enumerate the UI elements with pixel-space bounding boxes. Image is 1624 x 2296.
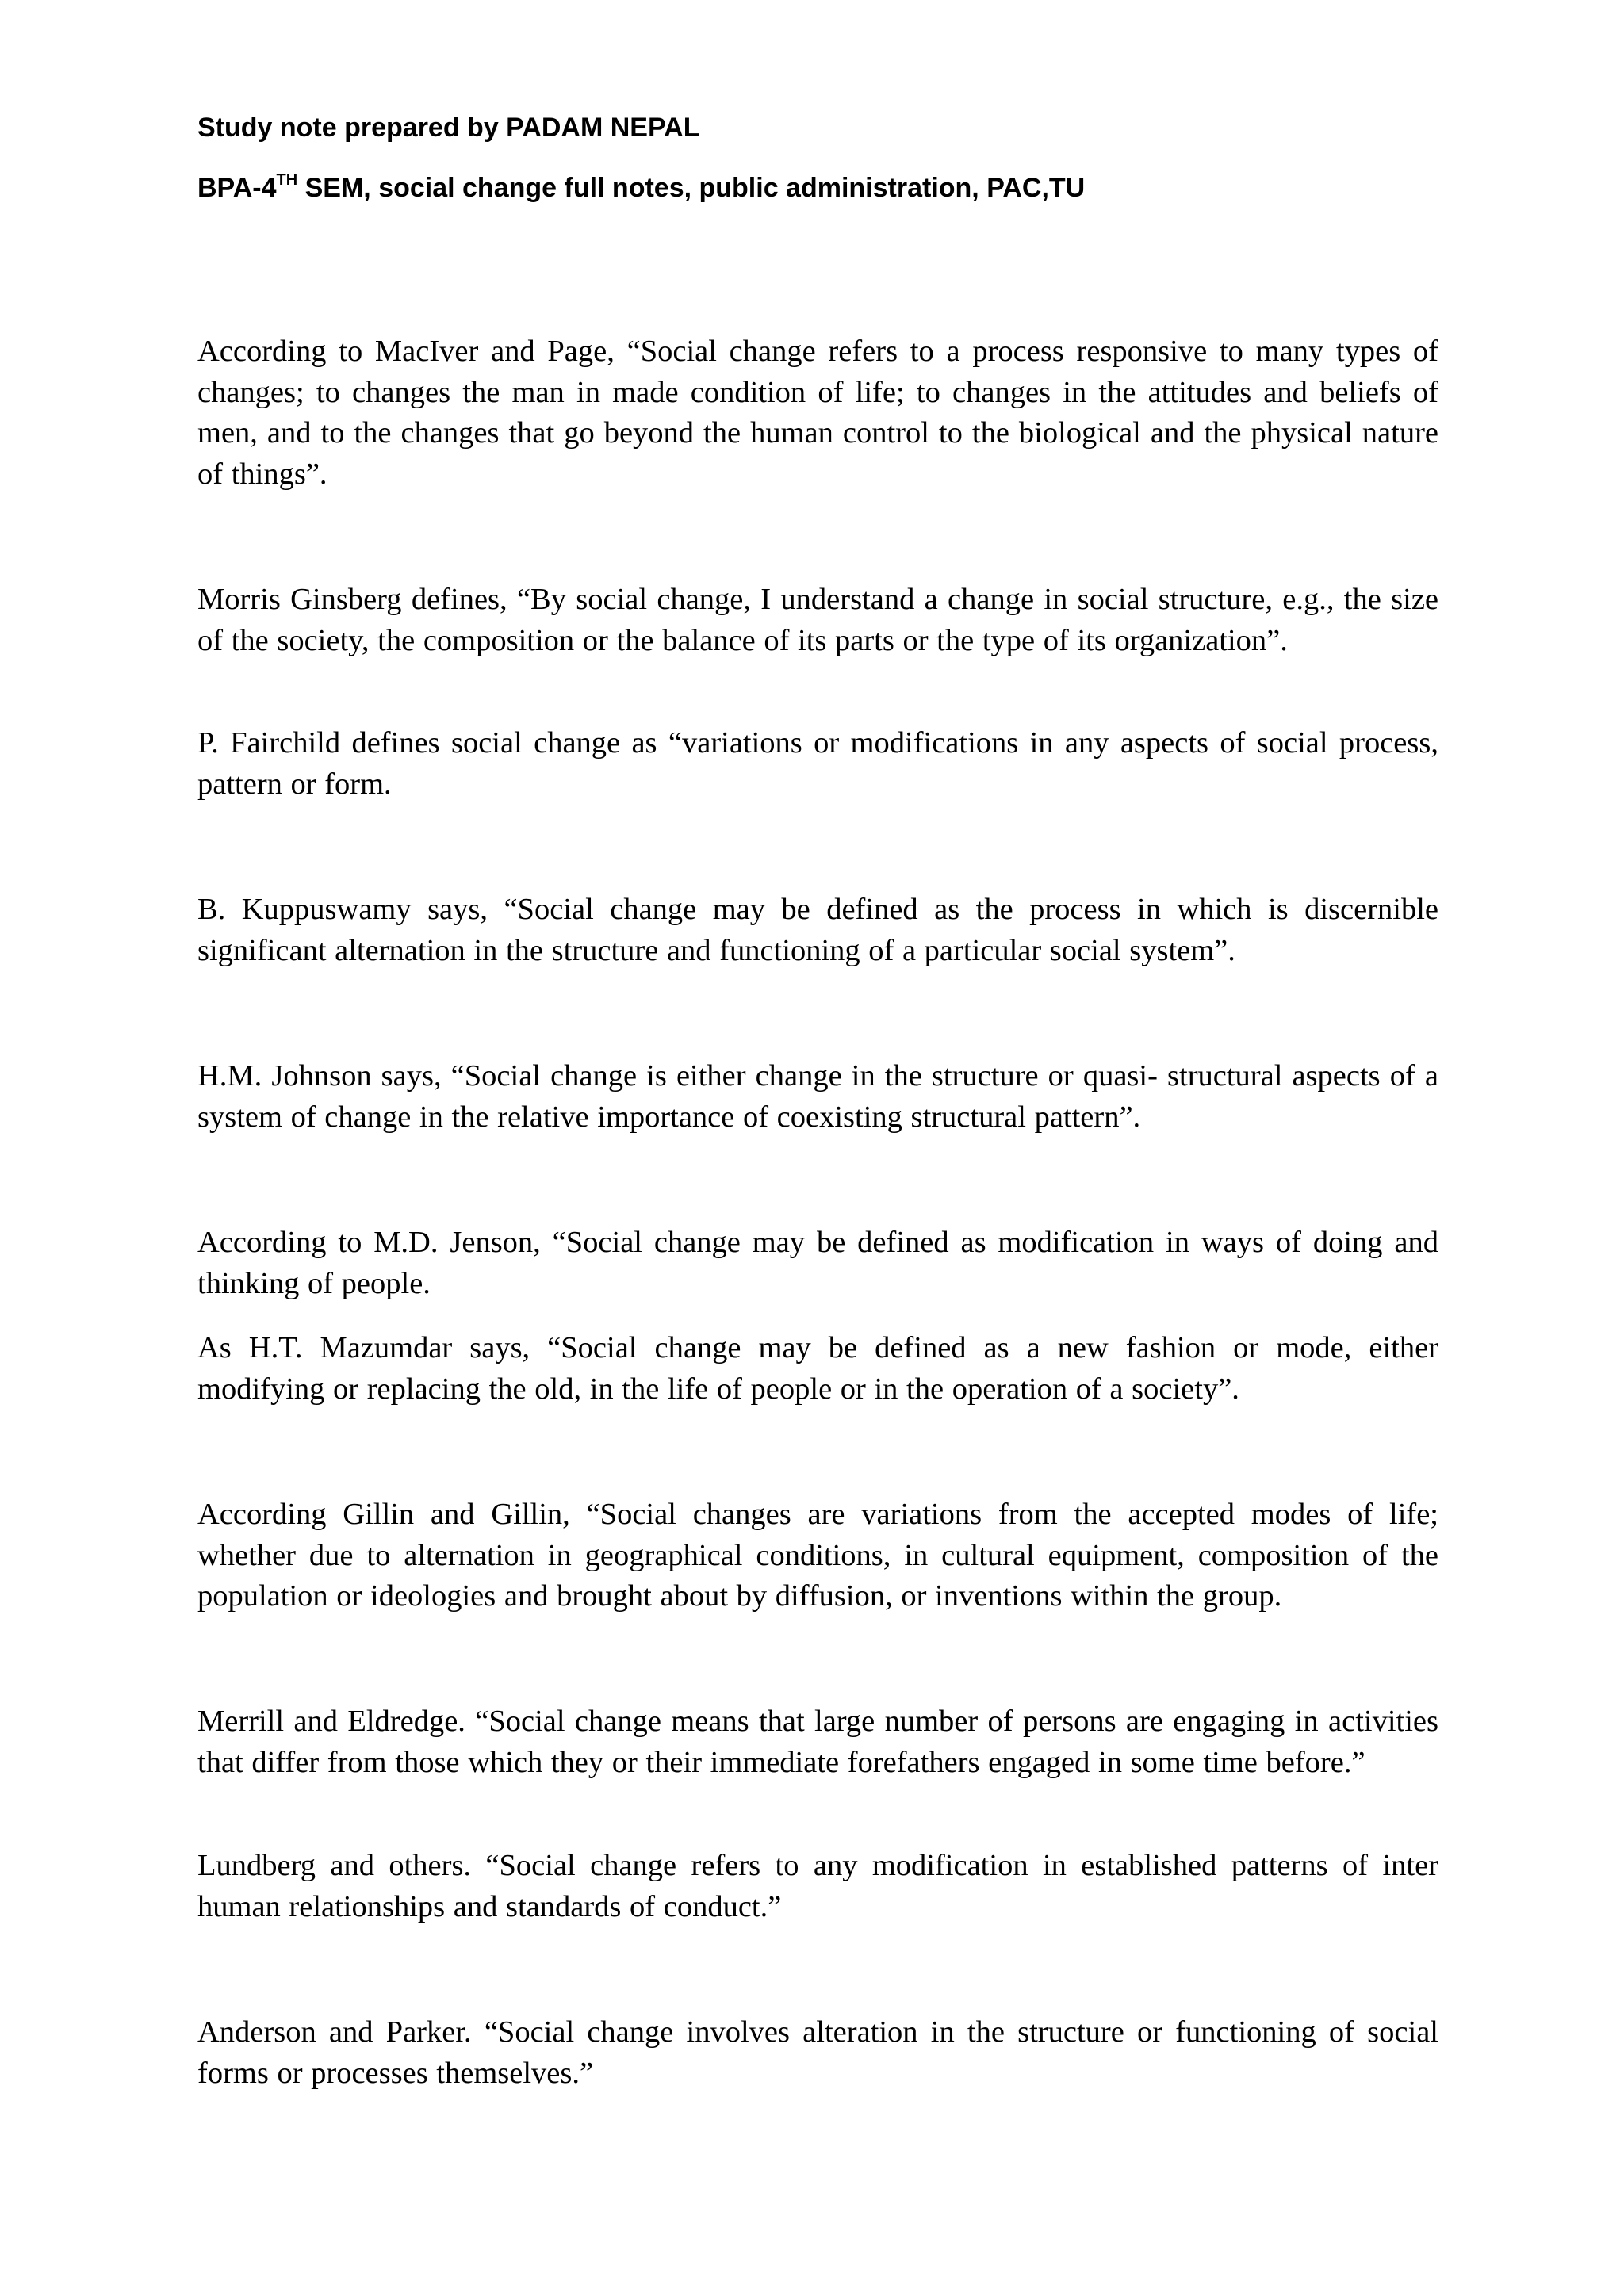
header-author-line — [197, 113, 1434, 144]
header-course-prefix: BPA-4 — [197, 173, 277, 203]
header-course-line — [197, 173, 1434, 204]
paragraph-maciver-page: According to MacIver and Page, “Social change refers to a process responsive to many types of changes; to changes the man in made condition of life; to changes in the attitudes and beliefs of men, and to the changes that go beyond the human control to the biological and the physical nature of things”. — [197, 335, 1438, 491]
header-course-superscript: TH — [276, 171, 298, 189]
paragraph-jenson: According to M.D. Jenson, “Social change may be defined as modification in ways of doing and thinking of people. — [197, 1226, 1438, 1300]
paragraph-ginsberg: Morris Ginsberg defines, “By social change, I understand a change in social structure, e.g., the size of the society, the composition or the balance of its parts or the type of its organization”. — [197, 583, 1438, 657]
paragraph-gillin: According Gillin and Gillin, “Social changes are variations from the accepted modes of life; whether due to alternation in geographical conditions, in cultural equipment, composition of the population or ideologies and brought about by diffusion, or inventions within the group. — [197, 1498, 1438, 1613]
header-course-suffix: SEM, social change full notes, public administration, PAC,TU — [297, 173, 1086, 203]
paragraph-kuppuswamy: B. Kuppuswamy says, “Social change may be defined as the process in which is discernible significant alternation in the structure and functioning of a particular social system”. — [197, 893, 1438, 967]
paragraph-anderson-parker: Anderson and Parker. “Social change involves alteration in the structure or functioning of social forms or processes themselves.” — [197, 2015, 1438, 2090]
paragraph-merrill-eldredge: Merrill and Eldredge. “Social change means that large number of persons are engaging in activities that differ from those which they or their immediate forefathers engaged in some time before.” — [197, 1705, 1438, 1779]
paragraph-lundberg: Lundberg and others. “Social change refers to any modification in established patterns of inter human relationships and standards of conduct.” — [197, 1849, 1438, 1923]
paragraph-fairchild: P. Fairchild defines social change as “variations or modifications in any aspects of social process, pattern or form. — [197, 726, 1438, 801]
paragraph-mazumdar: As H.T. Mazumdar says, “Social change may be defined as a new fashion or mode, either modifying or replacing the old, in the life of people or in the operation of a society”. — [197, 1331, 1438, 1406]
paragraph-johnson: H.M. Johnson says, “Social change is either change in the structure or quasi- structural aspects of a system of change in the relative importance of coexisting structural pattern”. — [197, 1059, 1438, 1134]
header-author-text: Study note prepared by PADAM NEPAL — [197, 113, 700, 143]
